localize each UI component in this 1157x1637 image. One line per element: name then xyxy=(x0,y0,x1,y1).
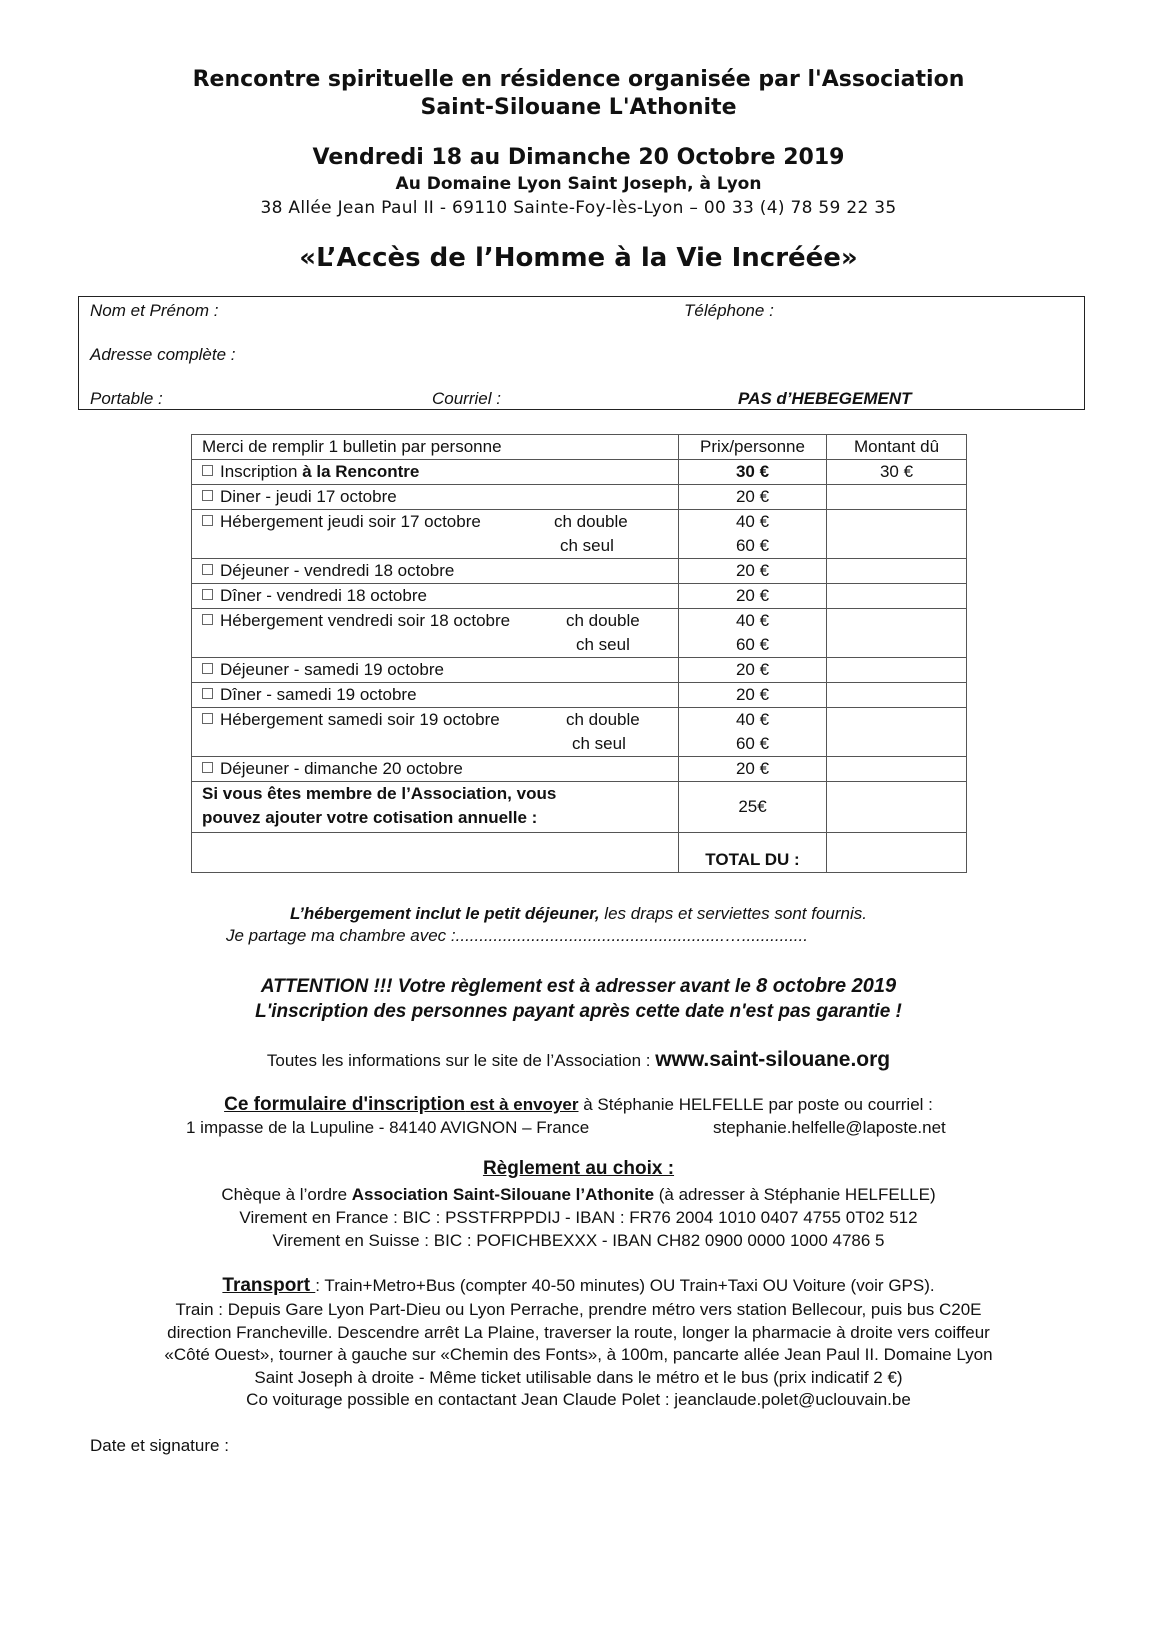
table-row xyxy=(192,485,967,510)
item-label: Hébergement samedi soir 19 octobre xyxy=(220,710,500,729)
table-header: Merci de remplir 1 bulletin par personne xyxy=(192,435,679,460)
table-row xyxy=(192,708,967,757)
table-cell-item[interactable] xyxy=(192,460,679,485)
room-option-double: ch double xyxy=(566,710,640,729)
table-cell-item[interactable] xyxy=(192,658,679,683)
email-field-label: Courriel : xyxy=(432,389,501,408)
table-cell-price: 20 € xyxy=(679,683,827,708)
price-double: 40 € xyxy=(735,512,770,531)
checkbox[interactable] xyxy=(202,465,213,476)
table-cell-price: 20 € xyxy=(679,584,827,609)
header-organizer-line: Rencontre spirituelle en résidence organisée par l'Association xyxy=(192,67,965,92)
website-link[interactable]: www.saint-silouane.org xyxy=(655,1048,891,1071)
transport-line: Co voiturage possible en contactant Jean Claude Polet : jeanclaude.polet@uclouvain.be xyxy=(246,1390,911,1409)
table-cell-item[interactable] xyxy=(192,584,679,609)
table-row xyxy=(192,584,967,609)
transport-line: direction Francheville. Descendre arrêt La Plaine, traverser la route, longer la pharmacie à droite vers coiffeur xyxy=(167,1323,990,1342)
address-field-label: Adresse complète : xyxy=(90,345,236,364)
table-header: Prix/personne xyxy=(679,435,827,460)
price-single: 60 € xyxy=(735,635,770,654)
table-cell-due[interactable] xyxy=(827,683,967,708)
table-cell-price xyxy=(679,510,827,559)
table-cell-item[interactable] xyxy=(192,609,679,658)
table-row-membership xyxy=(192,782,967,833)
attention-deadline xyxy=(0,974,1157,999)
transport-heading-line xyxy=(0,1275,1157,1297)
table-cell-item[interactable] xyxy=(192,559,679,584)
send-head-b: est à envoyer xyxy=(465,1095,579,1114)
payment-suisse: Virement en Suisse : BIC : POFICHBEXXX - IBAN CH82 0900 0000 1000 4786 5 xyxy=(272,1231,885,1250)
transport-summary: : Train+Metro+Bus (compter 40-50 minutes) OU Train+Taxi OU Voiture (voir GPS). xyxy=(315,1276,935,1295)
room-option-single: ch seul xyxy=(576,635,630,654)
event-dates: Vendredi 18 au Dimanche 20 Octobre 2019 xyxy=(312,145,845,170)
checkbox[interactable] xyxy=(202,589,213,600)
name-field-label: Nom et Prénom : xyxy=(90,301,219,320)
membership-line: pouvez ajouter votre cotisation annuelle : xyxy=(202,808,538,827)
table-row xyxy=(192,609,967,658)
table-header-row xyxy=(192,435,967,460)
transport-line: Saint Joseph à droite - Même ticket utilisable dans le métro et le bus (prix indicatif 2 €) xyxy=(254,1368,903,1387)
table-cell-price: 20 € xyxy=(679,757,827,782)
item-label: Hébergement vendredi soir 18 octobre xyxy=(220,611,511,630)
no-lodging-label: PAS d’HEBEGEMENT xyxy=(738,389,912,408)
item-label-bold: à la Rencontre xyxy=(302,462,420,481)
table-cell-item[interactable] xyxy=(192,510,679,559)
send-instructions xyxy=(0,1094,1157,1116)
contact-email[interactable]: stephanie.helfelle@laposte.net xyxy=(713,1118,946,1137)
cheque-payee: Association Saint-Silouane l’Athonite xyxy=(351,1185,655,1204)
table-cell-price xyxy=(679,708,827,757)
website-line xyxy=(0,1049,1157,1072)
total-empty-cell xyxy=(192,833,679,873)
room-option-single: ch seul xyxy=(560,536,614,555)
table-cell-due[interactable] xyxy=(827,584,967,609)
attention-date: 8 octobre 2019 xyxy=(756,975,897,997)
checkbox[interactable] xyxy=(202,614,213,625)
price-double: 40 € xyxy=(735,611,770,630)
price-table xyxy=(191,434,967,873)
checkbox[interactable] xyxy=(202,490,213,501)
table-cell-item[interactable] xyxy=(192,485,679,510)
table-cell-due: 30 € xyxy=(827,460,967,485)
table-cell-item[interactable] xyxy=(192,757,679,782)
payment-france: Virement en France : BIC : PSSTFRPPDIJ - IBAN : FR76 2004 1010 0407 4755 0T02 512 xyxy=(239,1208,918,1227)
table-cell-due[interactable] xyxy=(827,782,967,833)
table-cell-due[interactable] xyxy=(827,708,967,757)
table-row xyxy=(192,757,967,782)
table-cell-due[interactable] xyxy=(827,559,967,584)
table-cell-price: 20 € xyxy=(679,485,827,510)
phone-field-label: Téléphone : xyxy=(684,301,774,320)
table-cell-due[interactable] xyxy=(827,658,967,683)
payment-cheque xyxy=(0,1184,1157,1206)
table-row xyxy=(192,510,967,559)
price-single: 60 € xyxy=(735,734,770,753)
website-label: Toutes les informations sur le site de l’Association : xyxy=(266,1051,656,1070)
membership-price: 25€ xyxy=(679,782,827,833)
postal-address: 1 impasse de la Lupuline - 84140 AVIGNON – France xyxy=(186,1118,590,1137)
table-cell-due[interactable] xyxy=(827,485,967,510)
price-single: 60 € xyxy=(735,536,770,555)
membership-line: Si vous êtes membre de l’Association, vous xyxy=(202,784,557,803)
table-cell-price: 20 € xyxy=(679,559,827,584)
lodging-note xyxy=(0,903,1157,925)
cheque-note: (à adresser à Stéphanie HELFELLE) xyxy=(654,1185,936,1204)
table-cell-due[interactable] xyxy=(827,510,967,559)
table-cell-price: 30 € xyxy=(679,460,827,485)
transport-heading: Transport xyxy=(222,1275,316,1296)
header-association-name: Saint-Silouane L'Athonite xyxy=(420,95,737,120)
transport-line: Train : Depuis Gare Lyon Part-Dieu ou Lyon Perrache, prendre métro vers station Bellecour, puis bus C20E xyxy=(175,1300,982,1319)
total-amount-cell[interactable] xyxy=(827,833,967,873)
attention-warning: L'inscription des personnes payant après cette date n'est pas garantie ! xyxy=(255,1001,902,1022)
transport-line: «Côté Ouest», tourner à gauche sur «Chemin des Fonts», à 100m, pancarte allée Jean Paul II. Domaine Lyon xyxy=(164,1345,993,1364)
item-label: Hébergement jeudi soir 17 octobre xyxy=(220,512,481,531)
table-cell-item[interactable] xyxy=(192,708,679,757)
attention-text: ATTENTION !!! Votre règlement est à adresser avant le xyxy=(260,976,757,997)
total-label: TOTAL DU : xyxy=(679,833,827,873)
payment-heading: Règlement au choix : xyxy=(482,1158,675,1179)
item-label: Dîner - vendredi 18 octobre xyxy=(220,586,427,605)
table-row xyxy=(192,683,967,708)
event-venue: Au Domaine Lyon Saint Joseph, à Lyon xyxy=(395,174,762,194)
lodging-note-rest: les draps et serviettes sont fournis. xyxy=(599,904,867,923)
signature-label: Date et signature : xyxy=(90,1436,229,1455)
page-title: «L’Accès de l’Homme à la Vie Incréée» xyxy=(299,243,858,273)
item-label: Déjeuner - dimanche 20 octobre xyxy=(220,759,463,778)
table-row xyxy=(192,559,967,584)
lodging-note-bold: L’hébergement inclut le petit déjeuner, xyxy=(290,904,600,923)
send-head-a: Ce formulaire d'inscription xyxy=(224,1094,466,1115)
checkbox[interactable] xyxy=(202,688,213,699)
checkbox[interactable] xyxy=(202,515,213,526)
table-row xyxy=(192,460,967,485)
table-row-total xyxy=(192,833,967,873)
checkbox[interactable] xyxy=(202,663,213,674)
price-double: 40 € xyxy=(735,710,770,729)
table-cell-item[interactable] xyxy=(192,683,679,708)
room-option-single: ch seul xyxy=(572,734,626,753)
room-option-double: ch double xyxy=(554,512,628,531)
checkbox[interactable] xyxy=(202,762,213,773)
item-label: Déjeuner - samedi 19 octobre xyxy=(220,660,444,679)
room-option-double: ch double xyxy=(566,611,640,630)
checkbox[interactable] xyxy=(202,564,213,575)
table-cell-due[interactable] xyxy=(827,609,967,658)
item-label: Déjeuner - vendredi 18 octobre xyxy=(220,561,455,580)
table-cell-due[interactable] xyxy=(827,757,967,782)
table-cell-price: 20 € xyxy=(679,658,827,683)
item-label: Diner - jeudi 17 octobre xyxy=(220,487,397,506)
room-share-field[interactable]: Je partage ma chambre avec :.........................................................….............. xyxy=(226,926,808,945)
item-label: Inscription xyxy=(220,462,303,481)
table-cell-price xyxy=(679,609,827,658)
venue-address: 38 Allée Jean Paul II - 69110 Sainte-Foy-lès-Lyon – 00 33 (4) 78 59 22 35 xyxy=(260,198,897,218)
membership-cell xyxy=(192,782,679,833)
checkbox[interactable] xyxy=(202,713,213,724)
cheque-text: Chèque à l’ordre xyxy=(221,1185,352,1204)
table-header: Montant dû xyxy=(827,435,967,460)
table-row xyxy=(192,658,967,683)
item-label: Dîner - samedi 19 octobre xyxy=(220,685,417,704)
send-head-rest: à Stéphanie HELFELLE par poste ou courriel : xyxy=(578,1095,933,1114)
mobile-field-label: Portable : xyxy=(90,389,163,408)
